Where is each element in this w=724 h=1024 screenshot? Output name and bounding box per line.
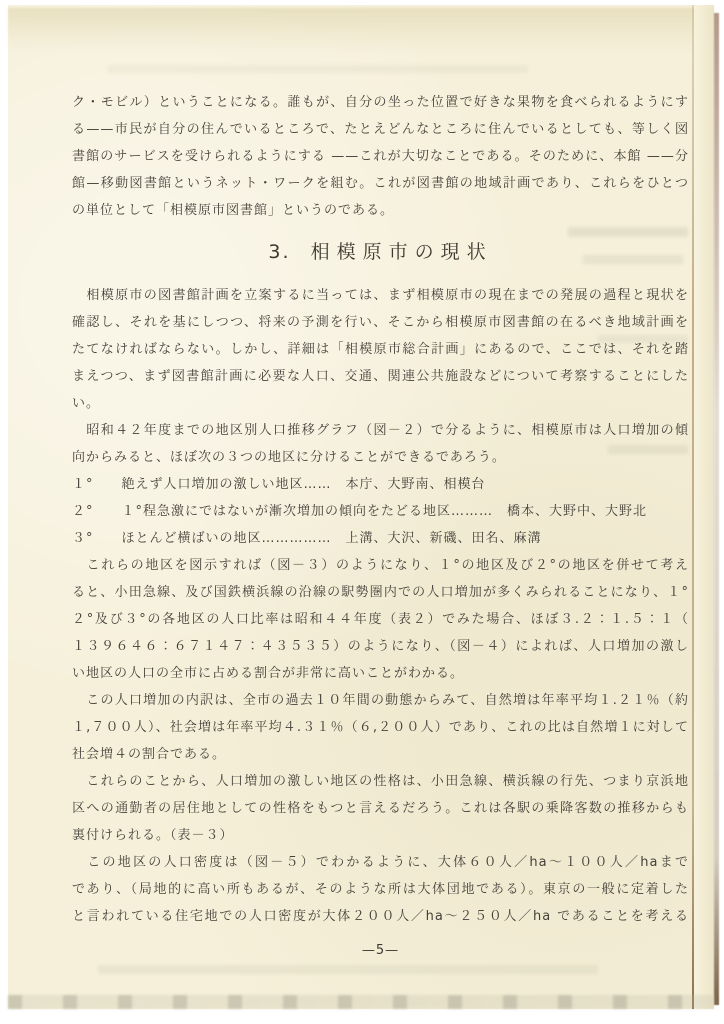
- text-line: これらの地区を図示すれば（図－３）のようになり、１°の地区及び２°の地区を併せて考え: [72, 558, 689, 573]
- text-blocks: [72, 89, 689, 930]
- text-line: 館—移動図書館というネット・ワークを組む。これが図書館の地域計画であり、これらをひとつ: [72, 176, 689, 191]
- text-line: まえつつ、まず図書館計画に必要な人口、交通、関連公共施設などについて考察することにした: [72, 369, 689, 384]
- text-line: 昭和４２年度までの地区別人口推移グラフ（図－２）で分るように、相模原市は人口増加の傾: [72, 423, 689, 438]
- binding-crease: [692, 5, 694, 1009]
- list-item: ３° ほとんど横ばいの地区…………… 上溝、大沢、新磯、田名、麻溝: [72, 531, 542, 546]
- paragraph: [72, 417, 689, 471]
- section-heading: [72, 237, 689, 267]
- page-body: [72, 89, 689, 958]
- text-line: 書館のサービスを受けられるようにする ——これが大切なことである。そのために、本館 ——分: [72, 149, 689, 164]
- district-list: [72, 471, 689, 552]
- text-line: の単位として「相模原市図書館」というのである。: [72, 203, 395, 218]
- text-line: １３９６４６：６７１４７：４３５３５）のようになり、（図－４）によれば、人口増加の激し: [72, 639, 689, 654]
- text-line: この地区の人口密度は（図－５）でわかるように、大体６０人／ha～１００人／haまで: [72, 855, 689, 870]
- text-line: １,７００人）、社会増は年率平均４.３１％（６,２００人）であり、これの比は自然増１に対して: [72, 720, 689, 735]
- show-through-smudge: [108, 65, 528, 73]
- text-line: この人口増加の内訳は、全市の過去１０年間の動態からみて、自然増は年率平均１.２１％（約: [72, 693, 689, 708]
- text-line: 裏付けられる。（表－３）: [72, 828, 234, 843]
- text-line: 区への通勤者の居住地としての性格をもつと言えるだろう。これは各駅の乗降客数の推移からも: [72, 801, 689, 816]
- text-line: 社会増４の割合である。: [72, 747, 227, 762]
- paragraph: [72, 282, 689, 417]
- text-line: と言われている住宅地での人口密度が大体２００人／ha～２５０人／ha であることを考える: [72, 909, 689, 924]
- text-line: ると、小田急線、及び国鉄横浜線の沿線の駅勢圏内での人口増加が多くみられることになり、１°: [72, 585, 689, 600]
- scanned-page: [8, 5, 714, 1009]
- text-line: 確認し、それを基にしつつ、将来の予測を行い、そこから相模原市図書館の在るべき地域計画を: [72, 315, 689, 330]
- scan-top-shadow: [8, 8, 714, 52]
- text-line: ク・モビル）ということになる。誰もが、自分の坐った位置で好きな果物を食べられるようにす: [72, 95, 689, 110]
- text-line: 相模原市の図書館計画を立案するに当っては、まず相模原市の現在までの発展の過程と現状を: [72, 288, 689, 303]
- list-item: ２° １°程急激にではないが漸次増加の傾向をたどる地区……… 橋本、大野中、大野北: [72, 504, 648, 519]
- text-line: であり、（局地的に高い所もあるが、そのような所は大体団地である）。東京の一般に定着した: [72, 882, 689, 897]
- text-line: たてなければならない。しかし、詳細は「相模原市総合計画」にあるので、ここでは、それを踏: [72, 342, 689, 357]
- list-item: １° 絶えず人口増加の激しい地区…… 本庁、大野南、相模台: [72, 477, 486, 492]
- page-number: —5—: [361, 943, 400, 958]
- page-bottom-edge: [8, 995, 714, 1009]
- paragraph: [72, 849, 689, 930]
- show-through-smudge: [98, 965, 598, 974]
- section-number: 3.: [268, 241, 291, 263]
- text-line: る——市民が自分の住んでいるところで、たとえどんなところに住んでいるとしても、等しく図: [72, 122, 689, 137]
- text-line: い。: [72, 396, 101, 411]
- page-right-edge: [714, 13, 719, 1005]
- text-line: 向からみると、ほぼ次の３つの地区に分けることができるであろう。: [72, 450, 506, 465]
- text-line: これらのことから、人口増加の激しい地区の性格は、小田急線、横浜線の行先、つまり京浜地: [72, 774, 689, 789]
- text-line: い地区の人口の全市に占める割合が非常に高いことがわかる。: [72, 666, 465, 681]
- section-title: 相模原市の現状: [310, 241, 493, 263]
- paragraph: [72, 687, 689, 768]
- paragraph: [72, 89, 689, 224]
- paragraph: [72, 552, 689, 687]
- page-fold-strip: [694, 5, 714, 1009]
- text-line: ２°及び３°の各地区の人口比率は昭和４４年度（表２）でみた場合、ほぼ３.２：１.５：１（: [72, 612, 689, 627]
- paragraph: [72, 768, 689, 849]
